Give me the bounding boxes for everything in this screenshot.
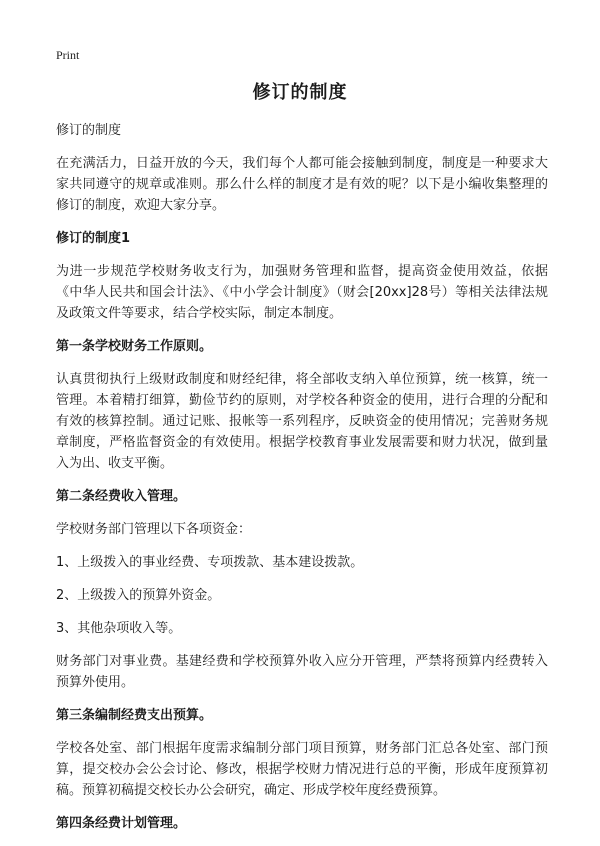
print-link[interactable]: Print [56,48,80,62]
paragraph: 学校各处室、部门根据年度需求编制分部门项目预算，财务部门汇总各处室、部门预算，提交校办会公会讨论、修改，根据学校财力情况进行总的平衡，形成年度预算初稿。预算初稿提交校长办公会研究，确定、形成学校年度经费预算。 [56,741,548,798]
list-item: 1、上级拨入的事业经费、专项拨款、基本建设拨款。 [56,555,364,570]
paragraph: 财务部门对事业费。基建经费和学校预算外收入应分开管理，严禁将预算内经费转入预算外使用。 [56,654,548,690]
list-item: 3、其他杂项收入等。 [56,621,182,636]
paragraph: 认真贯彻执行上级财政制度和财经纪律，将全部收支纳入单位预算，统一核算，统一管理。本着精打细算，勤俭节约的原则，对学校各种资金的使用，进行合理的分配和有效的核算控制。通过记账、报帐等一系列程序，反映资金的使用情况；完善财务规章制度，严格监督资金的有效使用。根据学校教育事业发展需要和财力状况，做到量入为出、收支平衡。 [56,372,548,471]
paragraph: 学校财务部门管理以下各项资金： [56,522,252,537]
article-heading: 第四条经费计划管理。 [56,816,187,831]
document-title: 修订的制度 [252,82,348,103]
intro-subtitle: 修订的制度 [56,123,122,138]
intro-paragraph: 在充满活力，日益开放的今天，我们每个人都可能会接触到制度，制度是一种要求大家共同遵守的规章或准则。那么什么样的制度才是有效的呢？以下是小编收集整理的修订的制度，欢迎大家分享。 [56,156,548,213]
article-heading: 第一条学校财务工作原则。 [56,339,213,354]
paragraph: 为进一步规范学校财务收支行为，加强财务管理和监督，提高资金使用效益，依据《中华人民共和国会计法》、《中小学会计制度》（财会[20xx]28号）等相关法律法规及政策文件等要求，结合学校实际，制定本制度。 [56,264,548,321]
article-heading: 第二条经费收入管理。 [56,489,187,504]
document-body [56,120,548,846]
list-item: 2、上级拨入的预算外资金。 [56,588,221,603]
article-heading: 第三条编制经费支出预算。 [56,708,213,723]
section-heading: 修订的制度1 [56,231,131,246]
